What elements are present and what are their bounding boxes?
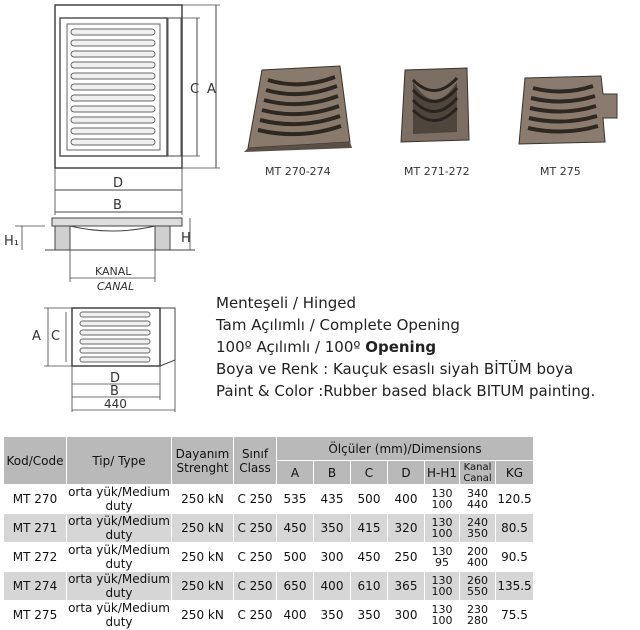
dim-label-kanal: KANAL (95, 265, 132, 278)
dim-label-d2: D (110, 371, 121, 386)
header-a: A (277, 461, 314, 485)
header-hh1: H-H1 (425, 461, 460, 485)
product-caption-1: MT 270-274 (265, 165, 331, 178)
dim-label-b2: B (110, 384, 119, 399)
header-code: Kod/Code (4, 437, 67, 485)
plan-view-drawing (0, 0, 235, 290)
product-photo-mt275 (515, 72, 620, 150)
product-photo-mt270-274 (240, 58, 355, 158)
spec-paint-en: Paint & Color :Rubber based black BITUM painting. (216, 382, 596, 400)
table-row: MT 270 orta yük/Medium duty 250 kN C 250 535 435 500 400 130 100 340 440 120.5 (4, 485, 534, 514)
header-kg: KG (496, 461, 534, 485)
table-row: MT 275 orta yük/Medium duty 250 kN C 250 400 350 350 300 130 100 230 280 75.5 (4, 601, 534, 630)
side-view-drawing (0, 300, 200, 415)
dim-label-canal: CANAL (97, 280, 135, 290)
dim-label-c2: C (51, 329, 61, 344)
table-row: MT 271 orta yük/Medium duty 250 kN C 250 450 350 415 320 130 100 240 350 80.5 (4, 514, 534, 543)
spec-paint-tr: Boya ve Renk : Kauçuk esaslı siyah BİTÜM boya (216, 360, 574, 378)
header-c: C (351, 461, 388, 485)
header-dimensions: Ölçüler (mm)/Dimensions (277, 437, 534, 461)
dim-label-c: C (190, 82, 200, 97)
table-row: MT 274 orta yük/Medium duty 250 kN C 250 650 400 610 365 130 100 260 550 135.5 (4, 572, 534, 601)
spec-table (3, 436, 534, 630)
dim-label-h: H (181, 231, 191, 246)
header-b: B (314, 461, 351, 485)
product-caption-3: MT 275 (540, 165, 581, 178)
dim-label-a2: A (32, 329, 41, 344)
spec-opening: Tam Açılımlı / Complete Opening (216, 316, 460, 334)
dim-label-d: D (113, 176, 124, 191)
header-strength: Dayanım Strenght (172, 437, 234, 485)
spec-text-block (216, 292, 636, 402)
table-row: MT 272 orta yük/Medium duty 250 kN C 250 500 300 450 250 130 95 200 400 90.5 (4, 543, 534, 572)
product-caption-2: MT 271-272 (404, 165, 470, 178)
header-type: Tip/ Type (67, 437, 172, 485)
header-class: Sınıf Class (234, 437, 277, 485)
product-photo-mt271-272 (395, 62, 475, 148)
dim-label-a: A (207, 82, 216, 97)
dim-label-440: 440 (104, 397, 127, 411)
header-d: D (388, 461, 425, 485)
dim-label-b: B (113, 198, 122, 213)
header-kanal: Kanal Canal (460, 461, 496, 485)
spec-100-opening: 100º Açılımlı / 100º Opening (216, 338, 437, 356)
dim-label-h1: H₁ (4, 234, 19, 249)
spec-hinged: Menteşeli / Hinged (216, 294, 356, 312)
